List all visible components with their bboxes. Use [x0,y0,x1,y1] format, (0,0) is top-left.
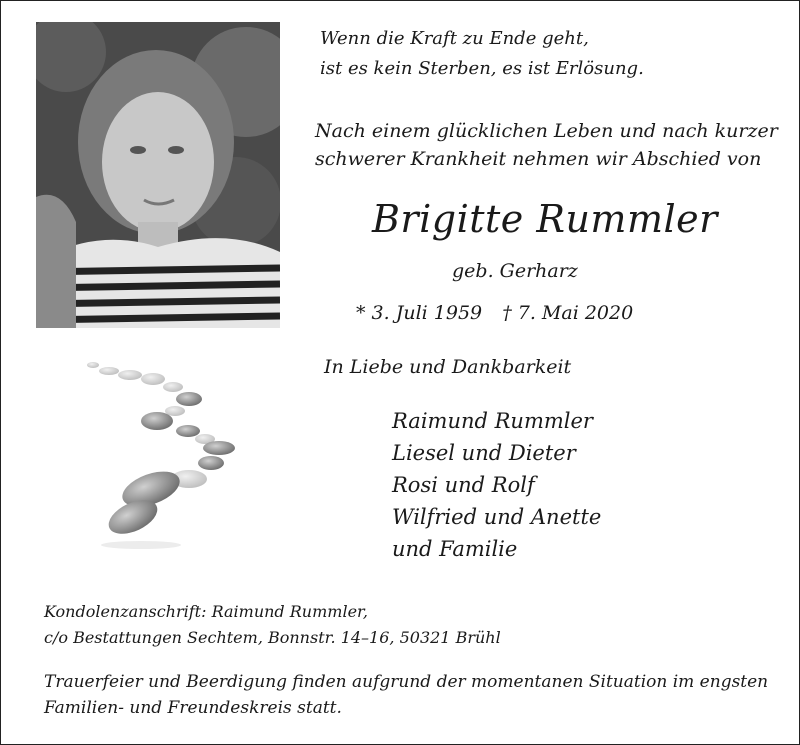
death-cross-icon: † [502,302,512,324]
notice-line-1: Trauerfeier und Beerdigung finden aufgrund der momentanen Situation im engsten [44,672,769,692]
intro-line-2: schwerer Krankheit nehmen wir Abschied von [315,148,762,170]
maiden-name: geb. Gerharz [452,260,578,282]
deceased-name: Brigitte Rummler [372,197,718,241]
family-member: Raimund Rummler [392,409,593,433]
contact-line-1: Kondolenzanschrift: Raimund Rummler, [44,602,369,621]
portrait-photo [36,22,280,328]
quote-line-1: Wenn die Kraft zu Ende geht, [320,28,589,49]
notice-line-2: Familien- und Freundeskreis statt. [44,698,342,718]
death-date: 7. Mai 2020 [517,302,634,324]
birth-date: 3. Juli 1959 [371,302,483,324]
love-line: In Liebe und Dankbarkeit [324,356,572,378]
family-member: Liesel und Dieter [392,441,576,465]
contact-line-2: c/o Bestattungen Sechtem, Bonnstr. 14–16, 50321 Brühl [44,628,501,647]
family-member: Wilfried und Anette [392,505,602,529]
birth-star-icon: * [356,302,366,324]
family-member: Rosi und Rolf [392,473,535,497]
stones-illustration [85,355,245,550]
life-dates [356,302,633,324]
intro-line-1: Nach einem glücklichen Leben und nach kurzer [315,120,778,142]
quote-line-2: ist es kein Sterben, es ist Erlösung. [320,58,644,79]
family-member: und Familie [392,537,518,561]
